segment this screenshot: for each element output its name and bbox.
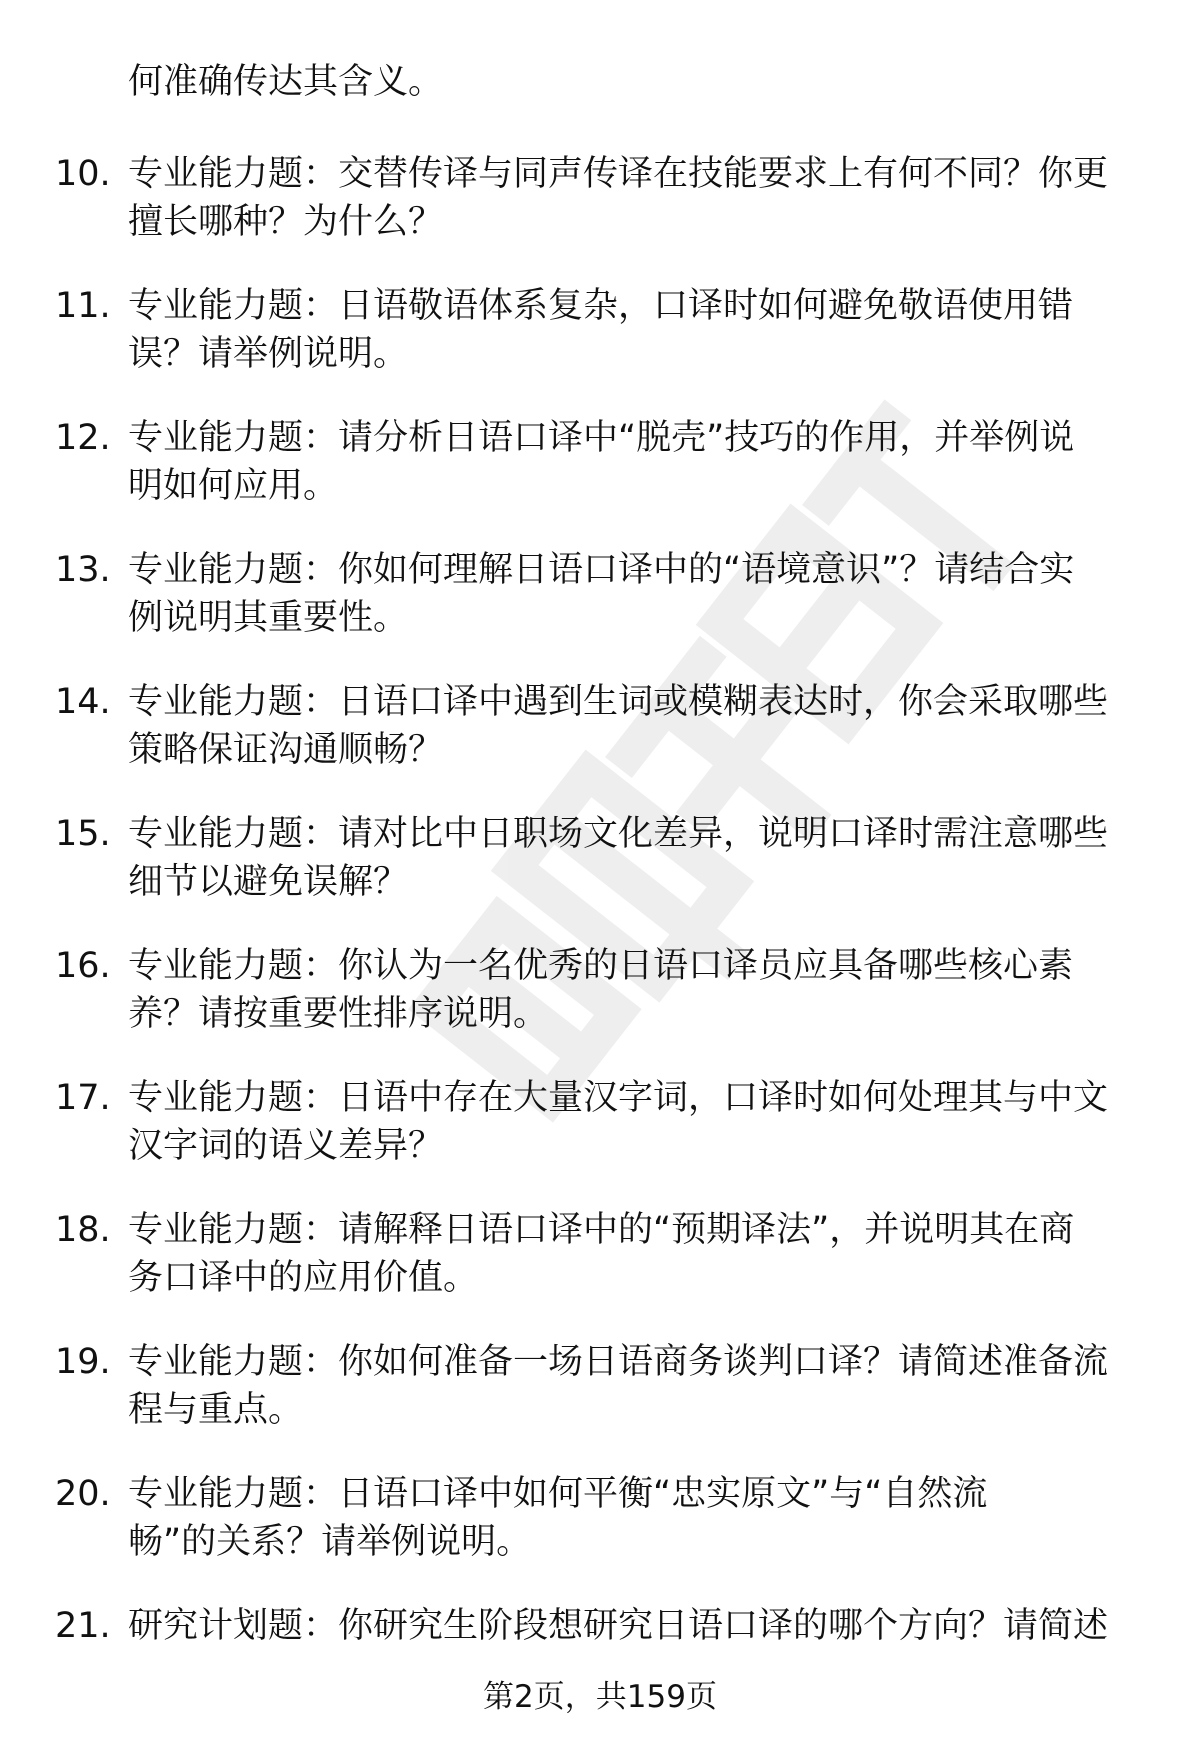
question-item (0, 942, 1200, 1074)
question-number: 15. (55, 814, 111, 854)
question-line: 专业能力题：日语中存在大量汉字词，口译时如何处理其与中文 (128, 1078, 1109, 1118)
question-item (0, 678, 1200, 810)
question-list (0, 150, 1200, 1734)
question-number: 19. (55, 1342, 111, 1382)
question-line: 细节以避免误解？ (128, 862, 409, 902)
question-line: 专业能力题：你认为一名优秀的日语口译员应具备哪些核心素 (128, 946, 1074, 986)
question-text (128, 1206, 1138, 1302)
question-line: 专业能力题：日语口译中如何平衡“忠实原文”与“自然流 (128, 1474, 988, 1514)
question-item (0, 1074, 1200, 1206)
question-number: 16. (55, 946, 111, 986)
question-number: 20. (55, 1474, 111, 1514)
question-number: 10. (55, 154, 111, 194)
question-number: 14. (55, 682, 111, 722)
question-number: 17. (55, 1078, 111, 1118)
question-number: 21. (55, 1606, 111, 1646)
question-line: 程与重点。 (128, 1390, 304, 1430)
question-text (128, 1470, 1138, 1566)
question-line: 研究计划题：你研究生阶段想研究日语口译的哪个方向？请简述 (128, 1606, 1109, 1646)
question-line: 明如何应用。 (128, 466, 339, 506)
question-line: 例说明其重要性。 (128, 598, 409, 638)
question-text (128, 546, 1138, 642)
question-text (128, 1074, 1138, 1170)
question-text (128, 414, 1138, 510)
question-line: 专业能力题：请分析日语口译中“脱壳”技巧的作用，并举例说 (128, 418, 1075, 458)
continuation-text: 何准确传达其含义。 (128, 62, 444, 102)
question-number: 11. (55, 286, 111, 326)
question-line: 畅”的关系？请举例说明。 (128, 1522, 532, 1562)
question-item (0, 150, 1200, 282)
question-text (128, 810, 1138, 906)
question-text (128, 1602, 1138, 1650)
question-text (128, 282, 1138, 378)
question-line: 专业能力题：你如何准备一场日语商务谈判口译？请简述准备流 (128, 1342, 1109, 1382)
question-line: 专业能力题：交替传译与同声传译在技能要求上有何不同？你更 (128, 154, 1109, 194)
question-item (0, 282, 1200, 414)
question-line: 务口译中的应用价值。 (128, 1258, 479, 1298)
question-item (0, 1470, 1200, 1602)
question-line: 误？请举例说明。 (128, 334, 409, 374)
question-text (128, 942, 1138, 1038)
question-item (0, 414, 1200, 546)
question-line: 专业能力题：请解释日语口译中的“预期译法”，并说明其在商 (128, 1210, 1075, 1250)
page-footer: 第2页，共159页 (483, 1679, 717, 1715)
question-line: 专业能力题：请对比中日职场文化差异，说明口译时需注意哪些 (128, 814, 1109, 854)
question-line: 专业能力题：日语口译中遇到生词或模糊表达时，你会采取哪些 (128, 682, 1109, 722)
question-item (0, 810, 1200, 942)
question-text (128, 1338, 1138, 1434)
question-item (0, 546, 1200, 678)
question-text (128, 150, 1138, 246)
question-number: 18. (55, 1210, 111, 1250)
question-line: 专业能力题：你如何理解日语口译中的“语境意识”？请结合实 (128, 550, 1075, 590)
question-text (128, 678, 1138, 774)
question-item (0, 1338, 1200, 1470)
question-line: 专业能力题：日语敬语体系复杂，口译时如何避免敬语使用错 (128, 286, 1074, 326)
question-number: 13. (55, 550, 111, 590)
question-number: 12. (55, 418, 111, 458)
question-line: 汉字词的语义差异？ (128, 1126, 444, 1166)
question-line: 擅长哪种？为什么？ (128, 202, 444, 242)
question-item (0, 1206, 1200, 1338)
question-line: 养？请按重要性排序说明。 (128, 994, 549, 1034)
question-line: 策略保证沟通顺畅？ (128, 730, 444, 770)
